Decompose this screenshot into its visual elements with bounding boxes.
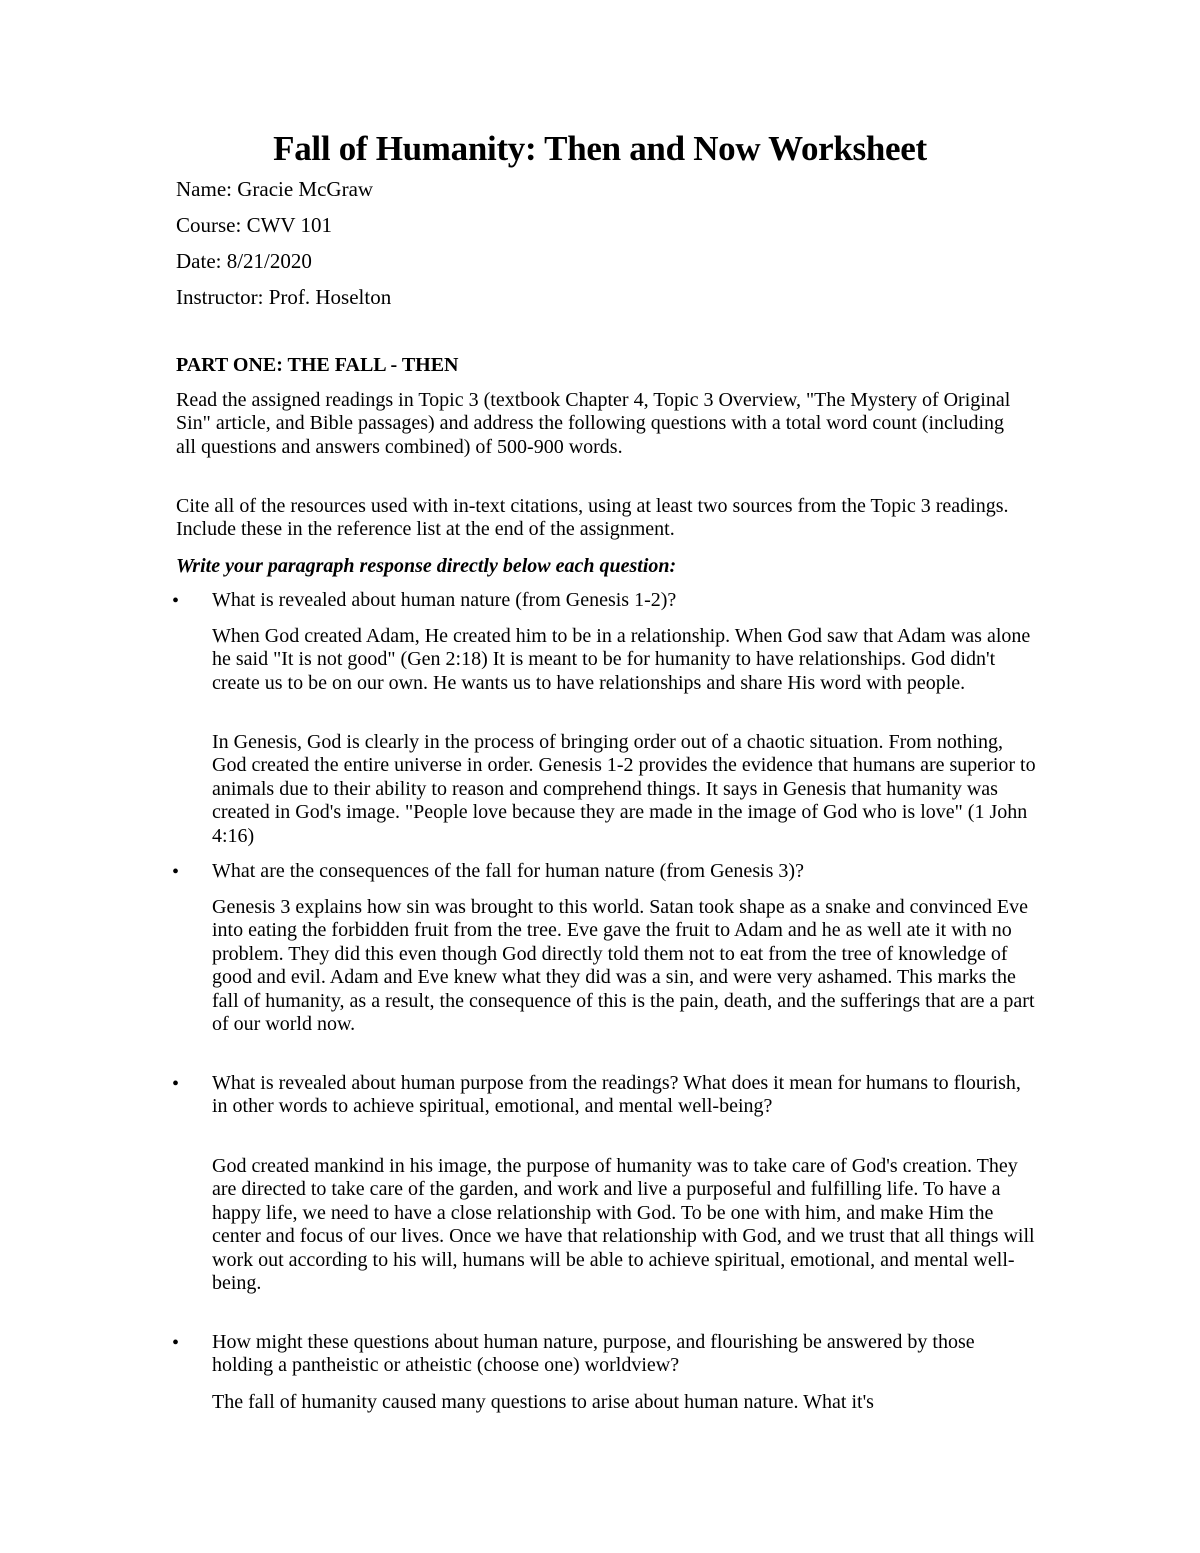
- course-line: Course: CWV 101: [176, 213, 332, 237]
- bullet-icon: •: [172, 1332, 180, 1354]
- answer-1-paragraph-1: When God created Adam, He created him to be in a relationship. When God saw that Adam was alone he said "It is not good" (Gen 2:18) It is meant to be for humanity to have relationships. God didn't create us to be on our own. He wants us to have relationships and share His word with people.: [212, 625, 1031, 694]
- question-1: What is revealed about human nature (from Genesis 1-2)?: [212, 589, 677, 611]
- answer-3-paragraph-1: God created mankind in his image, the purpose of humanity was to take care of God's creation. They are directed to take care of the garden, and work and live a purposeful and fulfilling life. To have a happy life, we need to have a close relationship with God. To be one with him, and make Him the center and focus of our lives. Once we have that relationship with God, and we trust that all things will work out according to his will, humans will be able to achieve spiritual, emotional, and mental well-being.: [212, 1155, 1035, 1295]
- answer-4-paragraph-1: The fall of humanity caused many questions to arise about human nature. What it's: [212, 1391, 874, 1413]
- instruction-line: Write your paragraph response directly below each question:: [176, 555, 677, 577]
- bullet-icon: •: [172, 590, 180, 612]
- citation-paragraph: Cite all of the resources used with in-text citations, using at least two sources from the Topic 3 readings. Include these in the reference list at the end of the assignment.: [176, 495, 1009, 541]
- instructor-line: Instructor: Prof. Hoselton: [176, 285, 392, 309]
- bullet-icon: •: [172, 861, 180, 883]
- bullet-icon: •: [172, 1073, 180, 1095]
- part-one-heading: PART ONE: THE FALL - THEN: [176, 354, 459, 376]
- question-4: How might these questions about human nature, purpose, and flourishing be answered by those holding a pantheistic or atheistic (choose one) worldview?: [212, 1331, 975, 1377]
- answer-2-paragraph-1: Genesis 3 explains how sin was brought to this world. Satan took shape as a snake and convinced Eve into eating the forbidden fruit from the tree. Eve gave the fruit to Adam and he as well ate it with no problem. They did this even though God directly told them not to eat from the tree of knowledge of good and evil. Adam and Eve knew what they did was a sin, and were very ashamed. This marks the fall of humanity, as a result, the consequence of this is the pain, death, and the sufferings that are a part of our world now.: [212, 896, 1035, 1036]
- question-2: What are the consequences of the fall for human nature (from Genesis 3)?: [212, 860, 804, 882]
- answer-1-paragraph-2: In Genesis, God is clearly in the process of bringing order out of a chaotic situation. From nothing, God created the entire universe in order. Genesis 1-2 provides the evidence that humans are superior to animals due to their ability to reason and comprehend things. It says in Genesis that humanity was created in God's image. "People love because they are made in the image of God who is love" (1 John 4:16): [212, 731, 1036, 847]
- date-line: Date: 8/21/2020: [176, 249, 312, 273]
- student-name: Name: Gracie McGraw: [176, 177, 374, 201]
- document-title: Fall of Humanity: Then and Now Worksheet: [273, 129, 927, 168]
- question-3: What is revealed about human purpose from the readings? What does it mean for humans to flourish, in other words to achieve spiritual, emotional, and mental well-being?: [212, 1072, 1021, 1118]
- intro-paragraph: Read the assigned readings in Topic 3 (textbook Chapter 4, Topic 3 Overview, "The Mystery of Original Sin" article, and Bible passages) and address the following questions with a total word count (including all questions and answers combined) of 500-900 words.: [176, 389, 1011, 458]
